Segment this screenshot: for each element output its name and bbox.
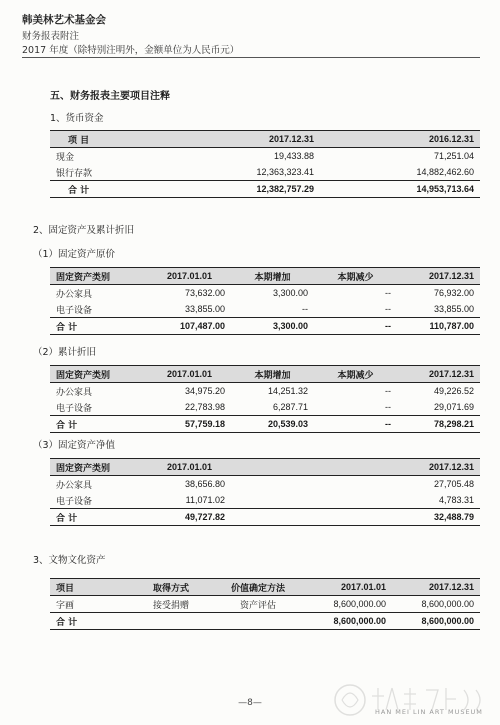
cell: [130, 613, 212, 630]
header-cell: 项目: [50, 579, 130, 596]
cell: 现金: [56, 152, 75, 163]
header-cell: 本期增加: [231, 268, 314, 285]
header-cell: 2016.12.31: [320, 131, 480, 148]
header-cell: 固定资产类别: [50, 459, 148, 476]
cell: 49,226.52: [433, 386, 474, 396]
cell: --: [385, 386, 391, 396]
cell: [212, 613, 304, 630]
cell: 33,855.00: [433, 304, 474, 314]
cell: 110,787.00: [397, 318, 480, 335]
cell: 办公家具: [56, 387, 93, 398]
cell: 14,251.32: [267, 386, 308, 396]
watermark-text: HAN MEI LIN ART MUSEUM: [375, 708, 483, 716]
period-note: 2017 年度（除特别注明外，金额单位为人民币元）: [22, 45, 240, 56]
cell: 合 计: [50, 181, 160, 198]
cell: 6,287.71: [272, 402, 308, 412]
header-cell: 2017.01.01: [148, 268, 231, 285]
cell: 33,855.00: [184, 304, 225, 314]
depreciation-table: [50, 365, 480, 433]
header-cell: 2017.01.01: [148, 366, 231, 383]
s3-title: 3、文物文化资产: [33, 555, 106, 566]
cell: 19,433.88: [273, 151, 314, 161]
cash-table: [50, 130, 480, 198]
header-cell: 2017.12.31: [397, 366, 480, 383]
s2a-title: （1）固定资产原价: [33, 249, 116, 260]
cultural-assets-table: [50, 578, 480, 630]
total-row: [50, 181, 480, 198]
fixed-asset-cost-table: [50, 267, 480, 335]
total-row: [50, 318, 480, 335]
header-cell: 本期减少: [314, 366, 397, 383]
cell: 8,600,000.00: [392, 613, 480, 630]
cell: 38,656.80: [184, 479, 225, 489]
cell: 27,705.48: [433, 479, 474, 489]
cell: 合 计: [50, 509, 148, 526]
cell: 8,600,000.00: [333, 599, 386, 609]
table-row: [50, 383, 480, 400]
header-cell: 2017.12.31: [397, 268, 480, 285]
header-cell: 项 目: [50, 131, 160, 148]
header-cell: 2017.12.31: [160, 131, 320, 148]
section-title: 五、财务报表主要项目注释: [50, 91, 170, 102]
cell: 电子设备: [56, 403, 93, 414]
table-row: [50, 301, 480, 318]
total-row: [50, 416, 480, 433]
table-header-row: [50, 268, 480, 285]
header-cell: 本期减少: [314, 268, 397, 285]
cell: 32,488.79: [397, 509, 480, 526]
header-rule: [22, 57, 480, 58]
header-cell: 取得方式: [130, 579, 212, 596]
cell: 71,251.04: [433, 151, 474, 161]
table-row: [50, 285, 480, 302]
table-row: [50, 596, 480, 613]
total-row: [50, 613, 480, 630]
cell: 字画: [56, 600, 75, 611]
table-row: [50, 399, 480, 416]
cell: 资产评估: [239, 600, 276, 611]
cell: 办公家具: [56, 289, 93, 300]
org-name: 韩美林艺术基金会: [22, 14, 106, 26]
page-number: —8—: [238, 698, 262, 708]
cell: 20,539.03: [231, 416, 314, 433]
table-row: [50, 492, 480, 509]
header-cell: 价值确定方法: [212, 579, 304, 596]
cell: --: [302, 304, 308, 314]
table-row: [50, 164, 480, 181]
cell: 49,727.82: [148, 509, 231, 526]
cell: 12,363,323.41: [256, 167, 314, 177]
cell: 22,783.98: [184, 402, 225, 412]
cell: 29,071.69: [433, 402, 474, 412]
cell: 3,300.00: [231, 318, 314, 335]
cell: 76,932.00: [433, 288, 474, 298]
cell: 合 计: [50, 613, 130, 630]
header-cell: 2017.01.01: [148, 459, 231, 476]
s2-title: 2、固定资产及累计折旧: [33, 225, 135, 236]
header-cell: 本期增加: [231, 366, 314, 383]
cell: 14,882,462.60: [416, 167, 474, 177]
cell: 14,953,713.64: [320, 181, 480, 198]
table-row: [50, 476, 480, 493]
header-cell: 2017.12.31: [392, 579, 480, 596]
cell: 银行存款: [56, 168, 93, 179]
header-cell: 2017.12.31: [397, 459, 480, 476]
cell: --: [385, 288, 391, 298]
cell: 8,600,000.00: [421, 599, 474, 609]
table-row: [50, 148, 480, 165]
cell: --: [314, 318, 397, 335]
cell: 78,298.21: [397, 416, 480, 433]
net-value-table: [50, 458, 480, 526]
s2b-title: （2）累计折旧: [33, 347, 97, 358]
table-header-row: [50, 579, 480, 596]
cell: --: [385, 402, 391, 412]
cell: 11,071.02: [185, 495, 225, 505]
header-cell: 2017.01.01: [304, 579, 392, 596]
cell: 4,783.31: [438, 495, 474, 505]
s1-title: 1、货币资金: [50, 113, 104, 124]
cell: 办公家具: [56, 480, 93, 491]
cell: 8,600,000.00: [304, 613, 392, 630]
table-header-row: [50, 366, 480, 383]
cell: 57,759.18: [148, 416, 231, 433]
cell: 3,300.00: [272, 288, 308, 298]
cell: 107,487.00: [148, 318, 231, 335]
cell: 合 计: [50, 318, 148, 335]
cell: --: [385, 304, 391, 314]
cell: 接受捐赠: [152, 600, 189, 611]
total-row: [50, 509, 480, 526]
cell: 73,632.00: [184, 288, 225, 298]
cell: 电子设备: [56, 305, 93, 316]
cell: 34,975.20: [184, 386, 225, 396]
doc-title: 财务报表附注: [22, 31, 80, 42]
table-header-row: [50, 459, 480, 476]
cell: 12,382,757.29: [160, 181, 320, 198]
cell: 电子设备: [56, 496, 93, 507]
header-cell: 固定资产类别: [50, 366, 148, 383]
header-cell: 固定资产类别: [50, 268, 148, 285]
cell: --: [314, 416, 397, 433]
s2c-title: （3）固定资产净值: [33, 440, 116, 451]
cell: 合 计: [50, 416, 148, 433]
table-header-row: [50, 131, 480, 148]
